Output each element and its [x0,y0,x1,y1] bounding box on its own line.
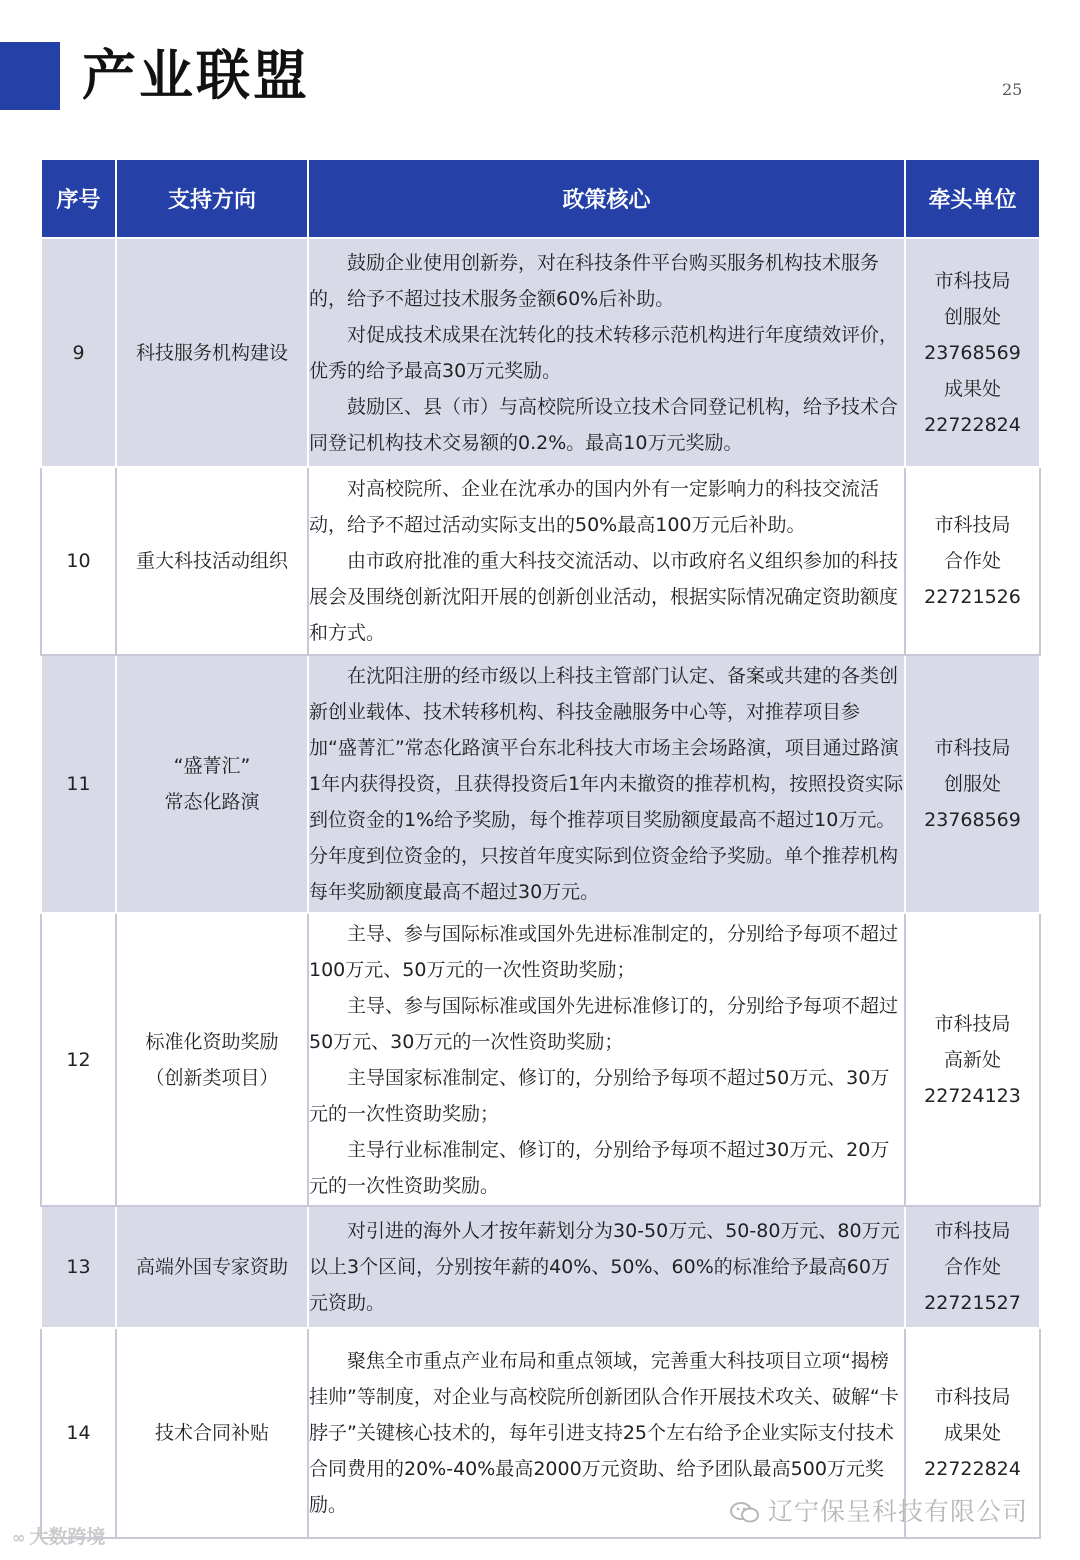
policy-paragraph: 在沈阳注册的经市级以上科技主管部门认定、备案或共建的各类创新创业载体、技术转移机构、科技金融服务中心等，对推荐项目参加“盛菁汇”常态化路演平台东北科技大市场主会场路演，项目通过路演1年内获得投资，且获得投资后1年内未撤资的推荐机构，按照投资实际到位资金的1%给予奖励，每个推荐项目奖励额度最高不超过10万元。分年度到位资金的，只按首年度实际到位资金给予奖励。单个推荐机构每年奖励额度最高不超过30万元。 [309,665,904,903]
header-core: 政策核心 [308,159,905,238]
policy-paragraph: 聚焦全市重点产业布局和重点领域，完善重大科技项目立项“揭榜挂帅”等制度，对企业与高校院所创新团队合作开展技术攻关、破解“卡脖子”关键核心技术的，每年引进支持25个左右给予企业实际支付技术合同费用的20%-40%最高2000万元资助、给予团队最高500万元奖励。 [309,1350,899,1516]
unit-line: 创服处 [943,773,1001,795]
unit-line: 22721527 [924,1292,1021,1314]
wechat-icon [730,1501,760,1525]
watermark-right-text: 辽宁保呈科技有限公司 [768,1497,1029,1526]
policy-paragraph: 主导、参与国际标准或国外先进标准制定的，分别给予每项不超过100万元、50万元的一次性资助奖励； [309,922,899,981]
policy-paragraph: 鼓励区、县（市）与高校院所设立技术合同登记机构，给予技术合同登记机构技术交易额的0.2%。最高10万元奖励。 [309,395,899,454]
row-number: 9 [41,238,116,467]
row-number: 14 [41,1328,116,1538]
row-lead-unit [905,1206,1040,1328]
row-lead-unit [905,655,1040,913]
direction-line: （创新类项目） [145,1066,279,1089]
unit-line: 创服处 [943,305,1001,328]
row-direction [116,655,308,913]
unit-line: 市科技局 [934,737,1011,759]
direction-line: 常态化路演 [164,791,260,813]
row-direction [116,467,308,655]
title-accent-bar [0,42,60,110]
unit-line: 23768569 [924,809,1021,831]
unit-line: 市科技局 [934,1386,1011,1408]
unit-line: 22721526 [924,586,1021,608]
header-direction: 支持方向 [116,159,308,238]
unit-line: 高新处 [943,1048,1001,1071]
unit-line: 22722824 [924,1458,1021,1480]
policy-paragraph: 主导、参与国际标准或国外先进标准修订的，分别给予每项不超过50万元、30万元的一次性资助奖励； [309,994,899,1053]
direction-line: 标准化资助奖励 [145,1030,279,1053]
table-header-row [41,159,1040,238]
row-lead-unit [905,238,1040,467]
watermark-left [12,1522,105,1549]
watermark-right [730,1492,1028,1528]
direction-line: 重大科技活动组织 [135,550,288,572]
row-direction [116,913,308,1206]
header-unit: 牵头单位 [905,159,1040,238]
watermark-logo-icon: ∞ [12,1528,26,1547]
unit-line: 23768569 [924,341,1021,364]
row-direction [116,238,308,467]
row-policy-core [308,655,905,913]
unit-line: 市科技局 [934,1012,1011,1035]
unit-line: 22724123 [924,1084,1021,1107]
policy-table [40,158,1041,1539]
row-number: 10 [41,467,116,655]
row-policy-core [308,913,905,1206]
unit-line: 市科技局 [934,1220,1011,1242]
row-direction [116,1328,308,1538]
policy-paragraph: 对高校院所、企业在沈承办的国内外有一定影响力的科技交流活动，给予不超过活动实际支出的50%最高100万元后补助。 [309,478,880,536]
policy-paragraph: 鼓励企业使用创新券，对在科技条件平台购买服务机构技术服务的，给予不超过技术服务金额60%后补助。 [309,251,880,310]
unit-line: 市科技局 [934,514,1011,536]
row-number: 11 [41,655,116,913]
table-row [41,655,1040,913]
policy-paragraph: 对引进的海外人才按年薪划分为30-50万元、50-80万元、80万元以上3个区间，分别按年薪的40%、50%、60%的标准给予最高60万元资助。 [309,1220,900,1314]
direction-line: “盛菁汇” [173,755,251,777]
unit-line: 市科技局 [934,269,1011,292]
row-policy-core [308,238,905,467]
policy-paragraph: 对促成技术成果在沈转化的技术转移示范机构进行年度绩效评价，优秀的给予最高30万元奖励。 [309,323,899,382]
row-direction [116,1206,308,1328]
direction-line: 科技服务机构建设 [135,341,288,364]
row-number: 13 [41,1206,116,1328]
policy-paragraph: 由市政府批准的重大科技交流活动、以市政府名义组织参加的科技展会及围绕创新沈阳开展的创新创业活动，根据实际情况确定资助额度和方式。 [309,550,899,644]
policy-paragraph: 主导国家标准制定、修订的，分别给予每项不超过50万元、30万元的一次性资助奖励； [309,1066,890,1125]
page-title: 产业联盟 [82,44,310,107]
row-policy-core [308,1206,905,1328]
table-row [41,1206,1040,1328]
row-number: 12 [41,913,116,1206]
unit-line: 合作处 [943,1256,1001,1278]
unit-line: 成果处 [943,377,1001,400]
row-lead-unit [905,467,1040,655]
row-lead-unit [905,913,1040,1206]
direction-line: 高端外国专家资助 [135,1256,288,1278]
header-no: 序号 [41,159,116,238]
table-row [41,913,1040,1206]
unit-line: 成果处 [943,1422,1001,1444]
row-policy-core [308,467,905,655]
page-number: 25 [1002,80,1023,99]
unit-line: 22722824 [924,413,1021,436]
unit-line: 合作处 [943,550,1001,572]
table-row [41,238,1040,467]
watermark-left-text: 大数跨境 [29,1526,106,1548]
policy-paragraph: 主导行业标准制定、修订的，分别给予每项不超过30万元、20万元的一次性资助奖励。 [309,1138,890,1197]
direction-line: 技术合同补贴 [154,1422,269,1444]
table-row [41,467,1040,655]
